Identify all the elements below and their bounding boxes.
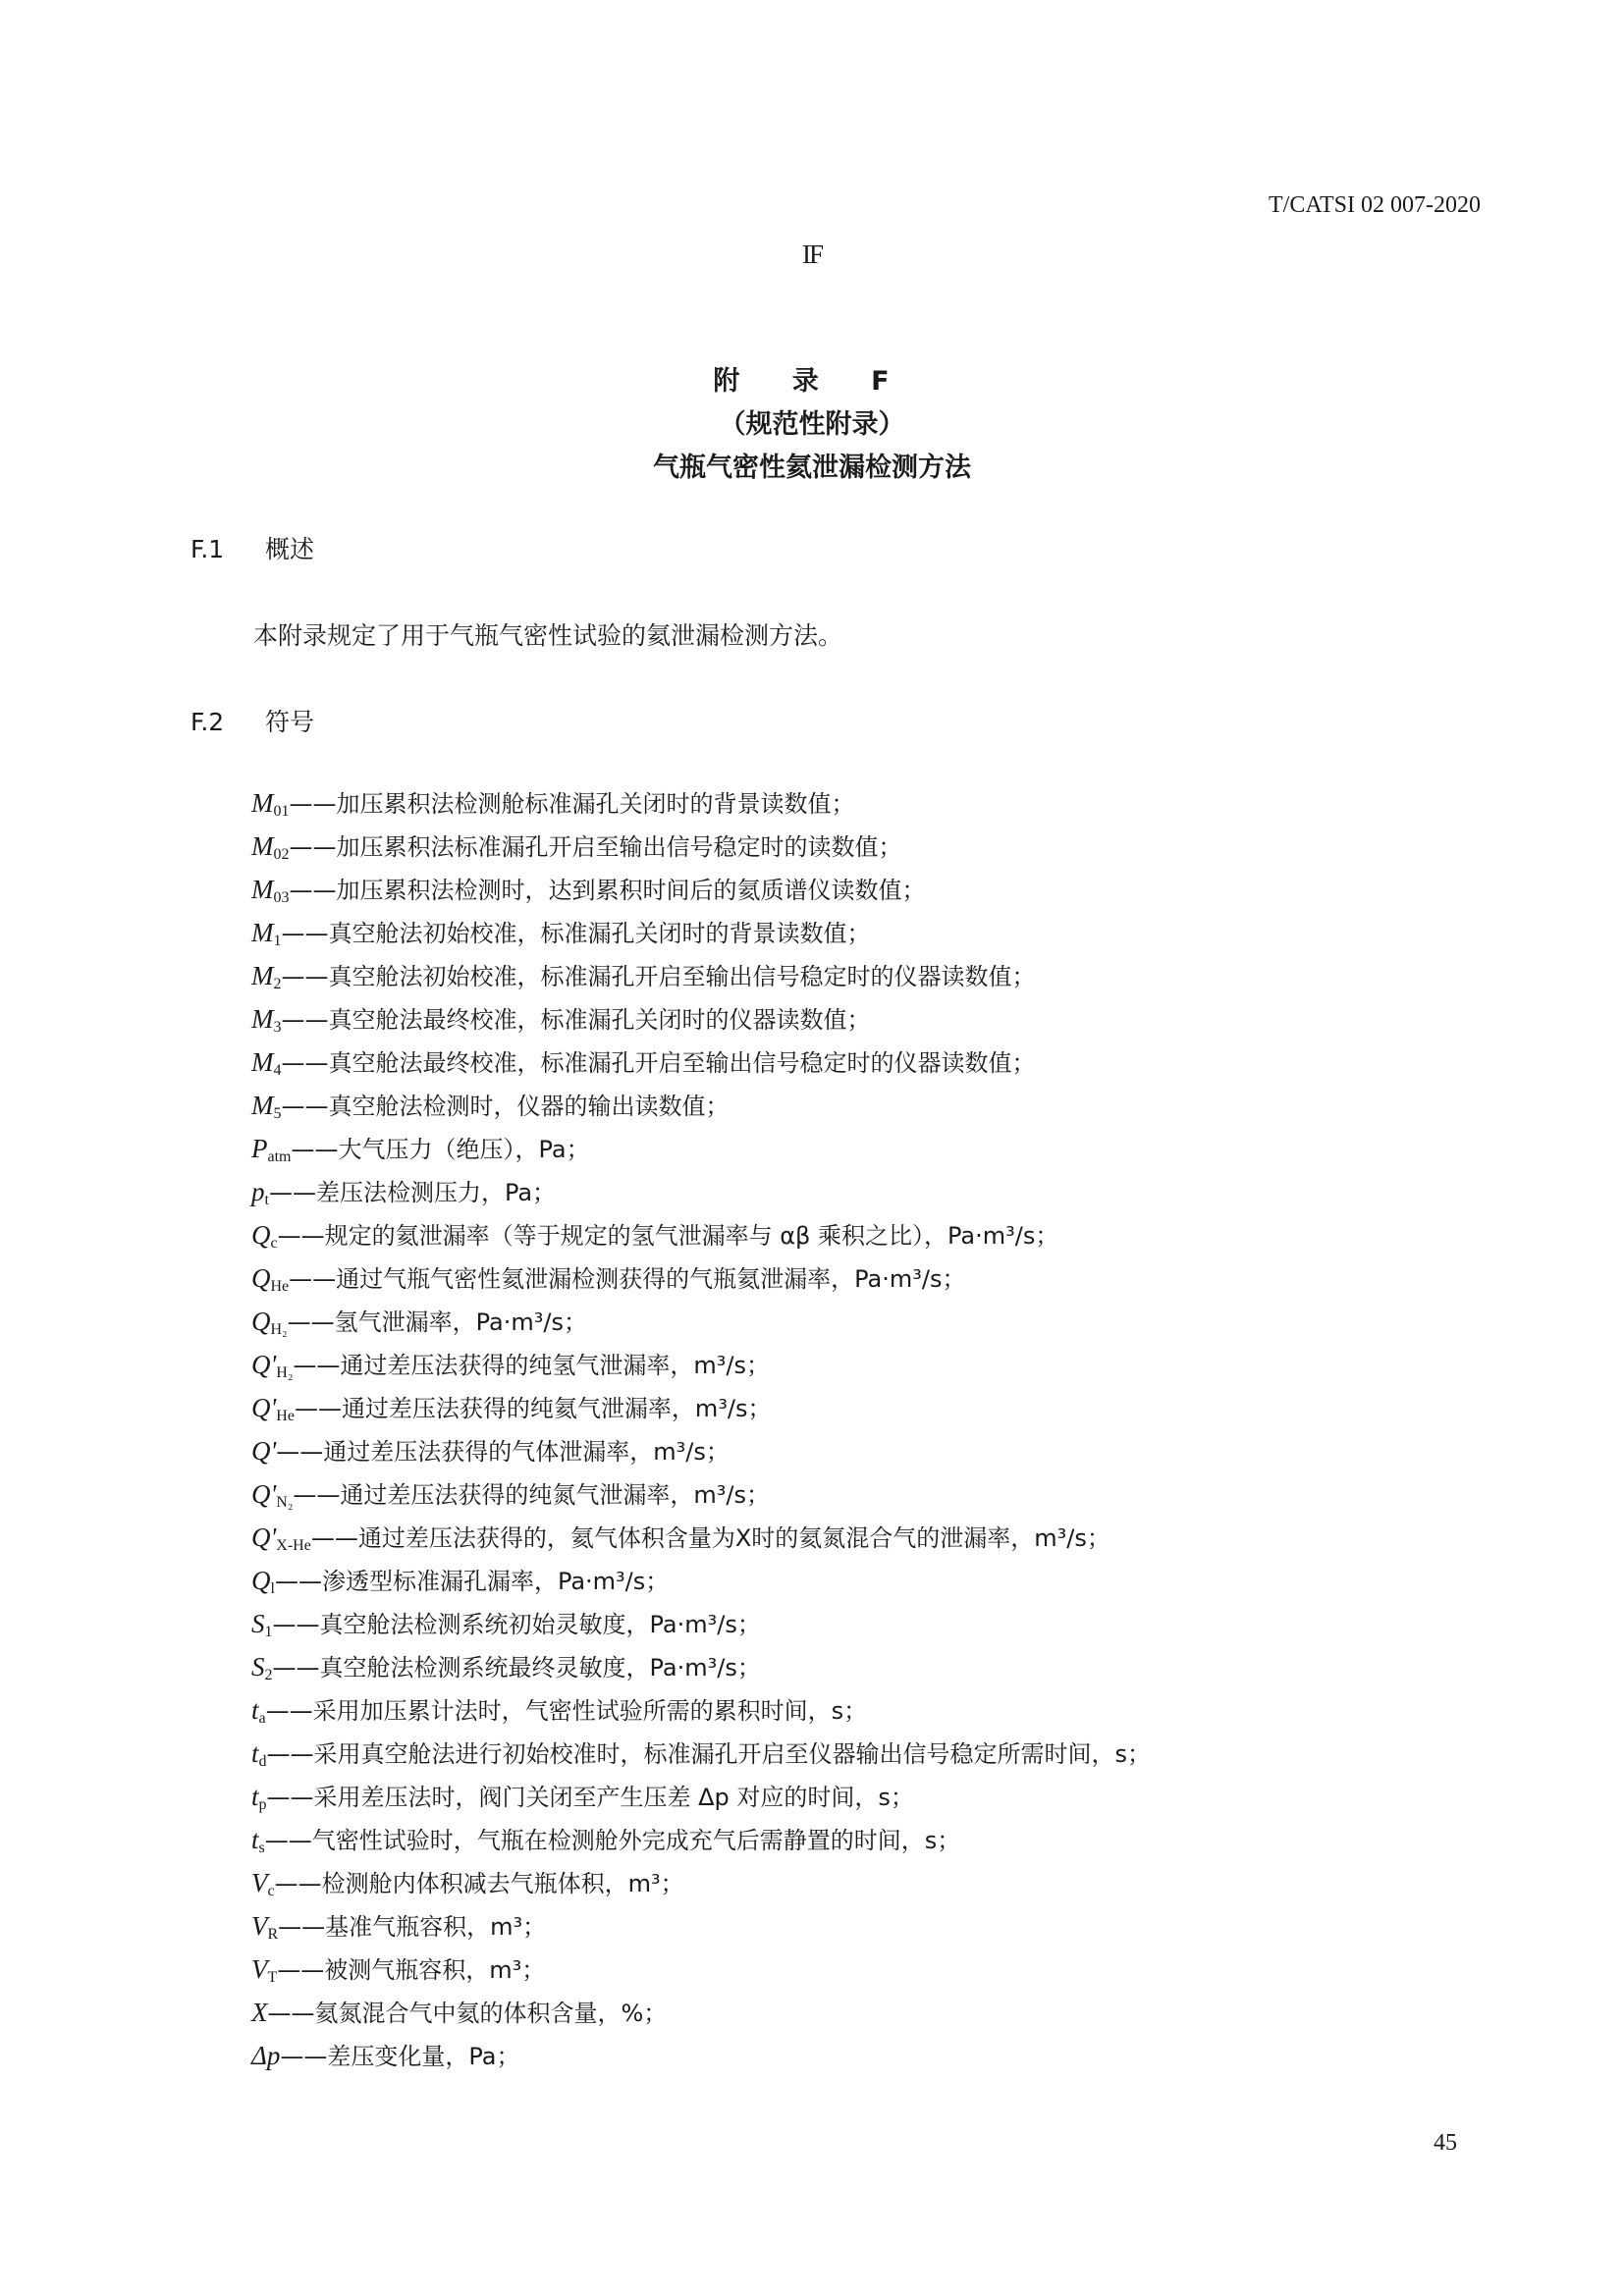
symbol-subscript: atm — [267, 1148, 292, 1165]
symbol-subscript: He — [276, 1408, 295, 1424]
symbol-subscript: c — [270, 1235, 278, 1252]
intro-paragraph: 本附录规定了用于气瓶气密性试验的氦泄漏检测方法。 — [253, 621, 843, 650]
symbol-subscript: c — [267, 1883, 275, 1899]
symbol: M — [251, 788, 274, 818]
symbol-description: ——被测气瓶容积，m³； — [277, 1956, 546, 1984]
symbol: M — [251, 961, 274, 990]
symbol-row — [251, 1861, 1508, 1904]
symbol-row — [251, 1256, 1508, 1300]
symbol: Q — [251, 1307, 271, 1336]
symbol-description: ——氦氮混合气中氦的体积含量，%； — [267, 2000, 668, 2027]
symbol-subscript: p — [258, 1796, 267, 1813]
symbol-row — [251, 2034, 1508, 2077]
symbol: V — [251, 1868, 268, 1897]
symbol-subscript: 1 — [273, 933, 282, 949]
symbol-row — [251, 1170, 1508, 1213]
symbol-description: ——通过差压法获得的纯氦气泄漏率，m³/s； — [294, 1395, 772, 1422]
symbol: V — [251, 1954, 268, 1984]
symbol-subscript: 2 — [273, 976, 282, 992]
symbol: t — [251, 1738, 259, 1768]
symbol: Q — [251, 1220, 271, 1250]
symbol-description: ——检测舱内体积减去气瓶体积，m³； — [274, 1870, 684, 1897]
symbol-description: ——真空舱法初始校准，标准漏孔关闭时的背景读数值； — [281, 920, 871, 947]
symbol: P — [251, 1134, 268, 1163]
symbol: Q — [251, 1263, 271, 1293]
symbol-row — [251, 954, 1508, 997]
symbol: p — [251, 1177, 265, 1206]
section-mark: IF — [801, 240, 822, 269]
symbol: M — [251, 1047, 274, 1077]
symbol-subscript: N₂ — [276, 1494, 294, 1511]
symbol-subscript: 3 — [273, 1019, 282, 1036]
symbol: t — [251, 1695, 259, 1725]
symbol-row — [251, 1472, 1508, 1516]
symbol-row — [251, 781, 1508, 825]
symbol-description: ——基准气瓶容积，m³； — [278, 1913, 547, 1941]
symbol: S — [251, 1652, 265, 1682]
symbol-description: ——真空舱法最终校准，标准漏孔关闭时的仪器读数值； — [281, 1006, 871, 1034]
symbol-subscript: H₂ — [270, 1321, 288, 1338]
symbol-description: ——真空舱法检测时，仪器的输出读数值； — [281, 1093, 730, 1120]
symbol-subscript: d — [258, 1753, 267, 1770]
symbol-subscript: 01 — [273, 803, 290, 820]
symbol-subscript: t — [264, 1192, 269, 1208]
symbol: S — [251, 1609, 265, 1638]
appendix-type: （规范性附录） — [719, 409, 905, 440]
symbol-row — [251, 1084, 1508, 1127]
symbol-description: ——规定的氦泄漏率（等于规定的氢气泄漏率与 αβ 乘积之比），Pa·m³/s； — [277, 1222, 1059, 1250]
symbol: Q' — [251, 1479, 277, 1509]
symbol: V — [251, 1911, 268, 1941]
symbol-description: ——加压累积法检测时，达到累积时间后的氦质谱仪读数值； — [289, 877, 926, 904]
symbol: M — [251, 831, 274, 861]
symbol-row — [251, 1904, 1508, 1948]
symbol-description: ——真空舱法检测系统初始灵敏度，Pa·m³/s； — [272, 1611, 761, 1638]
symbol: Q' — [251, 1436, 277, 1466]
symbol-subscript: l — [270, 1580, 275, 1597]
symbol: Q' — [251, 1393, 277, 1422]
symbol-row — [251, 1732, 1508, 1775]
symbol-subscript: T — [267, 1969, 278, 1986]
section-heading-f2 — [190, 703, 314, 738]
symbol-row — [251, 825, 1508, 868]
symbol-row — [251, 1688, 1508, 1732]
symbol-row — [251, 1818, 1508, 1861]
symbol-row — [251, 1948, 1508, 1991]
symbol-description: ——通过差压法获得的，氦气体积含量为X时的氦氮混合气的泄漏率，m³/s； — [310, 1524, 1110, 1552]
symbol-description: ——加压累积法标准漏孔开启至输出信号稳定时的读数值； — [289, 833, 902, 861]
symbol-subscript: a — [258, 1710, 266, 1727]
symbol-description: ——加压累积法检测舱标准漏孔关闭时的背景读数值； — [289, 790, 855, 818]
symbol: t — [251, 1782, 259, 1811]
symbol-row — [251, 1300, 1508, 1343]
symbol-description: ——通过差压法获得的气体泄漏率，m³/s； — [276, 1438, 730, 1466]
section-title: 概述 — [265, 535, 315, 563]
section-number: F.1 — [190, 535, 225, 563]
symbol-row — [251, 1775, 1508, 1818]
symbol: M — [251, 1004, 274, 1034]
symbol-subscript: 4 — [273, 1062, 282, 1079]
symbol-row — [251, 1041, 1508, 1084]
symbol-description: ——采用差压法时，阀门关闭至产生压差 Δp 对应的时间，s； — [266, 1784, 914, 1811]
symbol-row — [251, 1386, 1508, 1429]
symbol-subscript: X-He — [276, 1537, 311, 1554]
symbol-description: ——差压法检测压力，Pa； — [268, 1179, 557, 1206]
symbol-row — [251, 1645, 1508, 1688]
symbol-subscript: R — [267, 1926, 279, 1943]
symbol-description: ——采用真空舱法进行初始校准时，标准漏孔开启至仪器输出信号稳定所需时间，s； — [266, 1740, 1152, 1768]
symbol-row — [251, 868, 1508, 911]
appendix-name: 气瓶气密性氦泄漏检测方法 — [653, 453, 971, 483]
symbol-row — [251, 1213, 1508, 1256]
section-heading-f1 — [190, 530, 314, 565]
symbol-description: ——差压变化量，Pa； — [280, 2043, 520, 2070]
symbol-subscript: 03 — [273, 889, 290, 906]
symbol: Q' — [251, 1522, 277, 1552]
symbol-description: ——气密性试验时，气瓶在检测舱外完成充气后需静置的时间，s； — [264, 1827, 961, 1854]
symbol-row — [251, 911, 1508, 954]
symbol-row — [251, 997, 1508, 1041]
appendix-title-text: 附 录 F — [713, 366, 911, 397]
symbol: M — [251, 875, 274, 904]
symbol-subscript: 1 — [264, 1624, 273, 1640]
symbol: X — [251, 1998, 268, 2027]
symbol: M — [251, 1091, 274, 1120]
appendix-title — [0, 359, 1624, 398]
symbol: M — [251, 918, 274, 947]
symbol-description: ——氢气泄漏率，Pa·m³/s； — [287, 1308, 587, 1336]
symbol: Q — [251, 1566, 271, 1595]
symbol-row — [251, 1602, 1508, 1645]
symbol-description: ——通过差压法获得的纯氢气泄漏率，m³/s； — [293, 1352, 771, 1379]
symbol-row — [251, 1127, 1508, 1170]
symbol-subscript: s — [258, 1840, 265, 1856]
symbol-row — [251, 1343, 1508, 1386]
symbol-subscript: He — [270, 1278, 290, 1295]
symbol-description: ——真空舱法检测系统最终灵敏度，Pa·m³/s； — [272, 1654, 761, 1682]
symbol-description: ——真空舱法初始校准，标准漏孔开启至输出信号稳定时的仪器读数值； — [281, 963, 1036, 990]
symbol-subscript: 5 — [273, 1105, 282, 1122]
symbol-row — [251, 1991, 1508, 2034]
symbol-row — [251, 1429, 1508, 1472]
symbol-description: ——渗透型标准漏孔漏率，Pa·m³/s； — [274, 1568, 670, 1595]
symbol-row — [251, 1516, 1508, 1559]
symbol-description: ——大气压力（绝压），Pa； — [291, 1136, 590, 1163]
symbol: t — [251, 1825, 259, 1854]
symbol-subscript: 02 — [273, 846, 290, 863]
symbol-subscript: 2 — [264, 1667, 273, 1683]
section-number: F.2 — [190, 708, 225, 736]
symbol: Q' — [251, 1350, 277, 1379]
symbol-description: ——真空舱法最终校准，标准漏孔开启至输出信号稳定时的仪器读数值； — [281, 1049, 1036, 1077]
header-doc-code: T/CATSI 02 007-2020 — [1269, 192, 1481, 218]
symbol-list — [251, 781, 1508, 2077]
symbol-description: ——通过气瓶气密性氦泄漏检测获得的气瓶氦泄漏率，Pa·m³/s； — [289, 1265, 966, 1293]
symbol-subscript: H₂ — [276, 1364, 294, 1381]
symbol: Δp — [251, 2041, 281, 2070]
page-number: 45 — [1434, 2130, 1457, 2156]
symbol-description: ——采用加压累计法时，气密性试验所需的累积时间，s； — [265, 1697, 868, 1725]
symbol-description: ——通过差压法获得的纯氮气泄漏率，m³/s； — [293, 1481, 771, 1509]
section-title: 符号 — [265, 708, 315, 736]
symbol-row — [251, 1559, 1508, 1602]
